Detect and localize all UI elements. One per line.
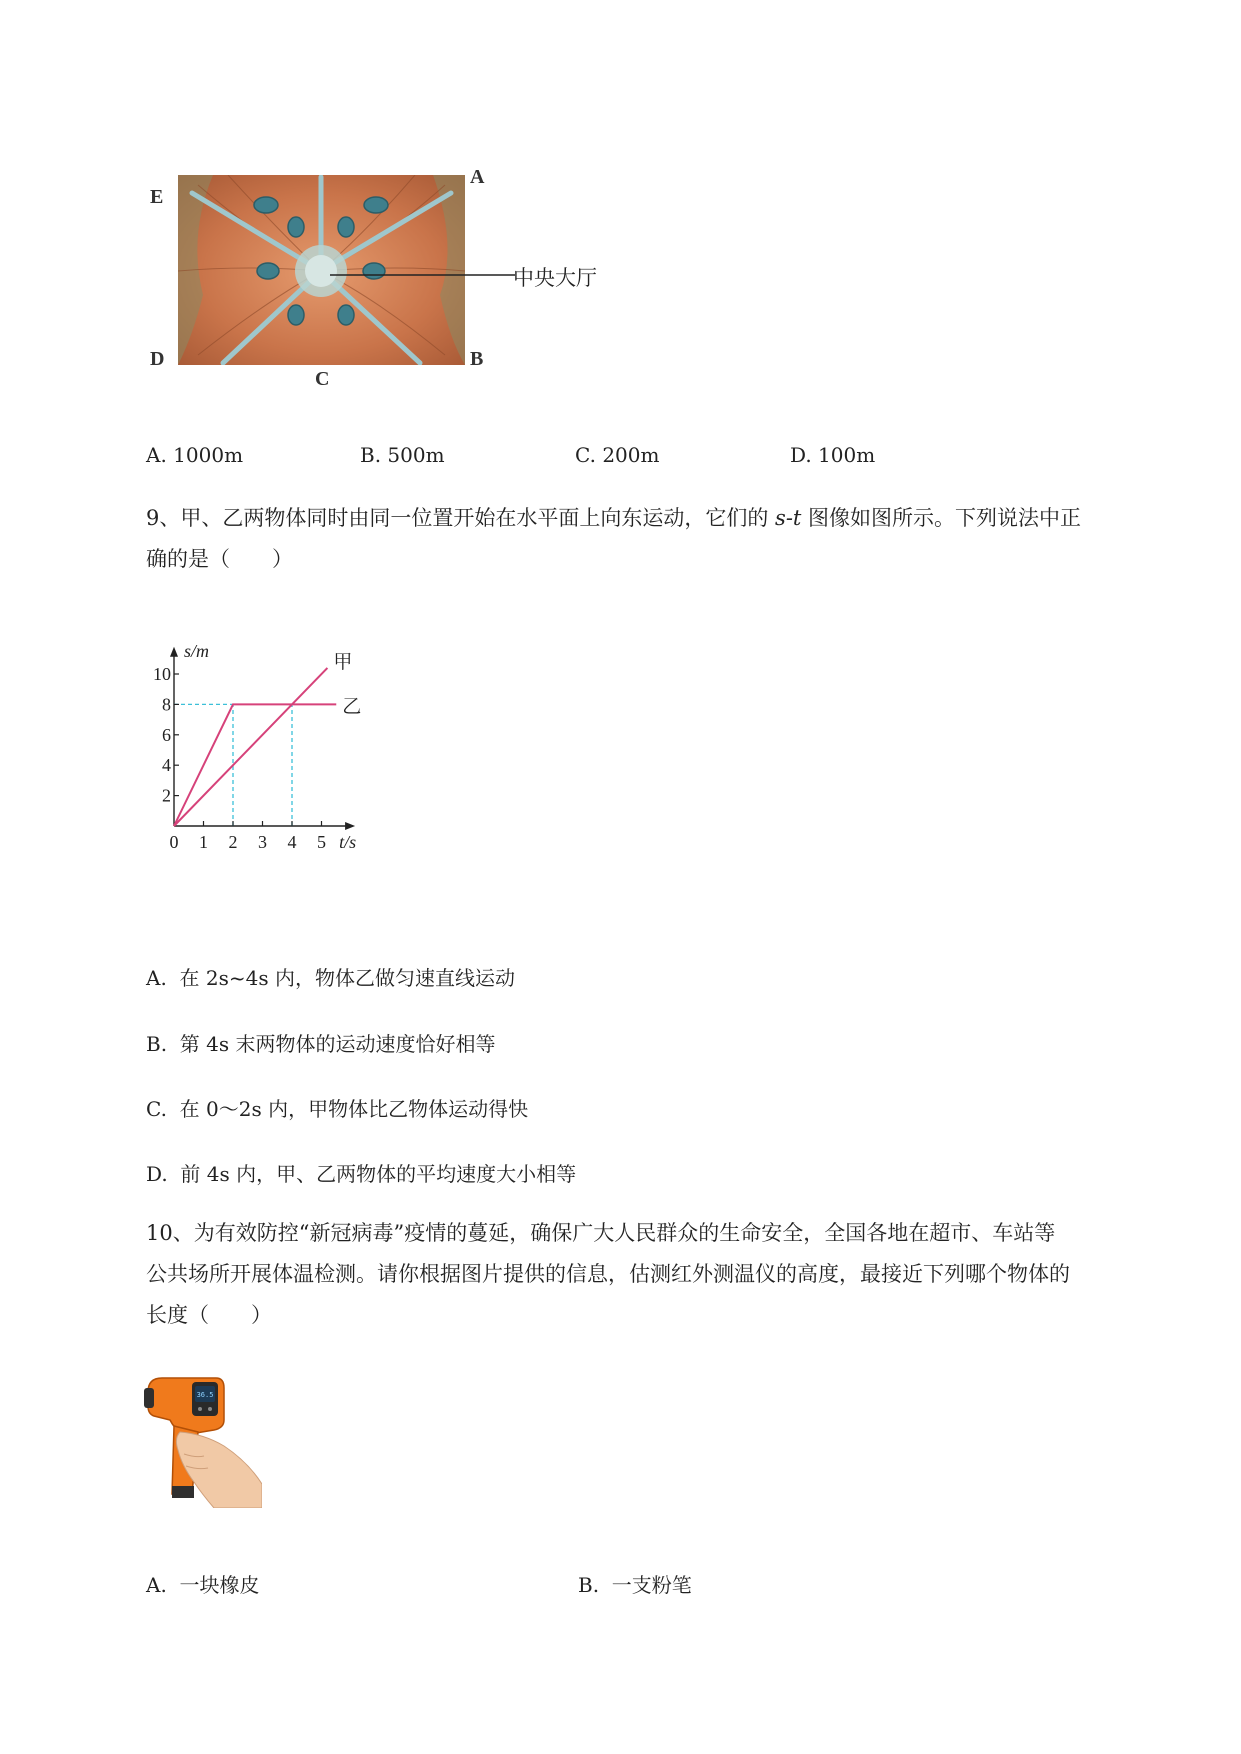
q10-stem	[146, 1213, 1156, 1336]
corner-label-a: A	[470, 166, 485, 188]
option-key: C.	[575, 443, 596, 467]
series-label-0: 甲	[333, 650, 353, 673]
option-text: 一块橡皮	[179, 1573, 260, 1597]
x-tick-label-0: 0	[169, 832, 179, 852]
q9-option-b[interactable]	[146, 1028, 495, 1057]
q10-option-b[interactable]	[578, 1569, 692, 1598]
q9-stem-part2: 图像如图所示。下列说法中正	[808, 506, 1082, 530]
option-text: 在 2s~4s 内，物体乙做匀速直线运动	[179, 966, 515, 990]
q9-stem	[146, 498, 1156, 580]
q9-option-d[interactable]	[146, 1158, 576, 1187]
x-tick-label-2: 2	[228, 832, 238, 852]
q8-option-b[interactable]	[360, 443, 445, 467]
q8-option-c[interactable]	[575, 443, 659, 467]
q9-option-c[interactable]	[146, 1093, 528, 1122]
x-tick-label-4: 4	[287, 832, 297, 852]
q8-option-a[interactable]	[146, 443, 243, 467]
s-t-graph	[140, 620, 400, 860]
y-axis-arrow	[170, 647, 178, 657]
x-tick-label-1: 1	[199, 832, 208, 852]
y-tick-label-8: 8	[162, 694, 171, 715]
thermometer-screen-readout: 36.5	[196, 1391, 214, 1399]
q10-stem-line3: 长度（ ）	[146, 1303, 272, 1327]
q10-stem-line1: 10、为有效防控“新冠病毒”疫情的蔓延，确保广大人民群众的生命安全，全国各地在超市、车站等	[146, 1221, 1056, 1245]
option-key: C.	[146, 1097, 167, 1121]
thermometer-gun-illustration	[144, 1374, 262, 1508]
option-text: 100m	[818, 443, 876, 467]
corner-label-b: B	[470, 348, 484, 370]
option-key: A.	[146, 966, 167, 990]
central-hall-label: 中央大厅	[513, 266, 597, 290]
x-axis-arrow	[345, 822, 355, 830]
q10-stem-line2: 公共场所开展体温检测。请你根据图片提供的信息，估测红外测温仪的高度，最接近下列哪个物体的	[146, 1262, 1070, 1286]
q9-stem-part1: 9、甲、乙两物体同时由同一位置开始在水平面上向东运动，它们的	[146, 506, 769, 530]
q8-option-d[interactable]	[790, 443, 875, 467]
callout-leader-line	[330, 270, 520, 280]
y-tick-label-4: 4	[162, 755, 171, 776]
option-key: B.	[578, 1573, 600, 1597]
series-line-0	[174, 668, 327, 826]
series-line-1	[174, 704, 336, 826]
option-key: A.	[146, 443, 167, 467]
option-text: 前 4s 内，甲、乙两物体的平均速度大小相等	[180, 1162, 577, 1186]
option-key: B.	[360, 443, 382, 467]
x-tick-label-5: 5	[317, 832, 326, 852]
x-tick-label-3: 3	[258, 832, 267, 852]
corner-label-d: D	[150, 348, 165, 370]
y-axis-label: s/m	[184, 640, 210, 661]
x-axis-label: t/s	[339, 832, 357, 852]
corner-label-e: E	[150, 186, 164, 208]
option-key: A.	[146, 1573, 167, 1597]
option-text: 一支粉笔	[611, 1573, 692, 1597]
option-key: D.	[790, 443, 812, 467]
series-label-1: 乙	[342, 695, 362, 718]
option-text: 在 0～2s 内，甲物体比乙物体运动得快	[179, 1097, 529, 1121]
corner-label-c: C	[315, 368, 330, 390]
option-text: 500m	[387, 443, 445, 467]
y-tick-label-6: 6	[162, 724, 171, 745]
option-text: 第 4s 末两物体的运动速度恰好相等	[179, 1032, 496, 1056]
infrared-thermometer-photo	[144, 1374, 262, 1508]
option-key: B.	[146, 1032, 168, 1056]
option-text: 1000m	[173, 443, 244, 467]
option-key: D.	[146, 1162, 168, 1186]
option-text: 200m	[602, 443, 660, 467]
q9-stem-line2: 确的是（ ）	[146, 547, 293, 571]
y-tick-label-2: 2	[162, 785, 171, 806]
q9-stem-variable: s-t	[775, 506, 802, 530]
q9-option-a[interactable]	[146, 962, 515, 991]
q10-option-a[interactable]	[146, 1569, 260, 1598]
y-tick-label-10: 10	[153, 664, 171, 684]
